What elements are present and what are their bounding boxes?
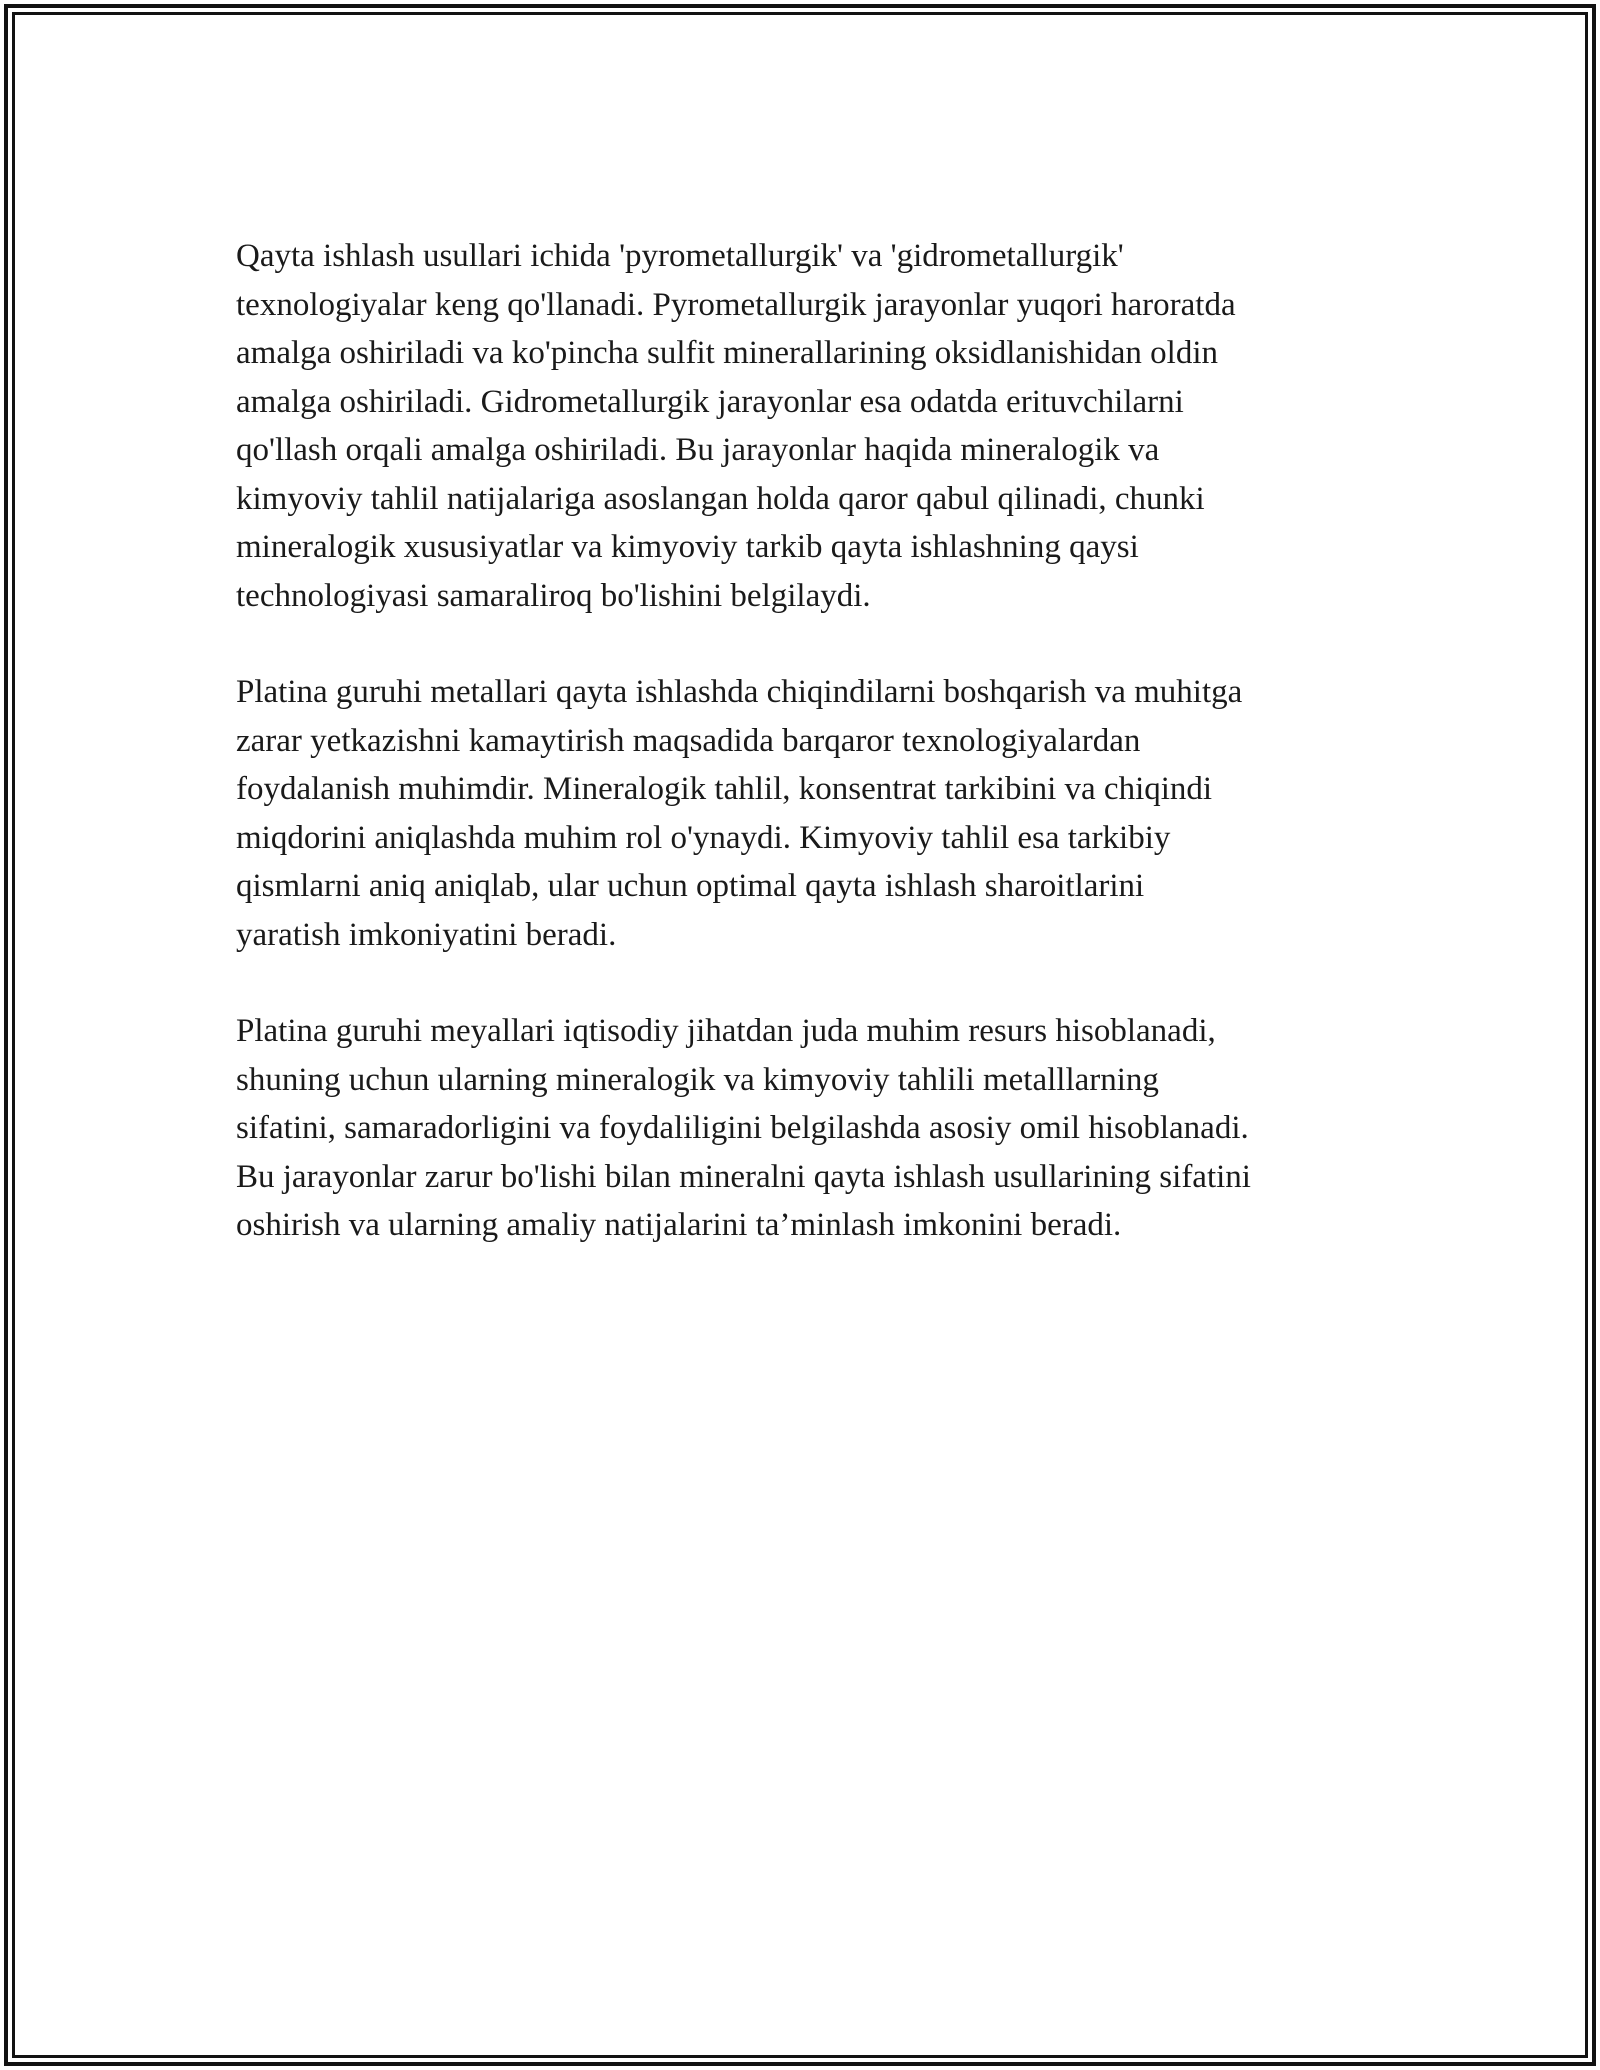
paragraph-line: amalga oshiriladi. Gidrometallurgik jarayonlar esa odatda erituvchilarni (236, 383, 1184, 420)
paragraph-line: zarar yetkazishni kamaytirish maqsadida barqaror texnologiyalardan (236, 722, 1141, 759)
paragraph-line: foydalanish muhimdir. Mineralogik tahlil, konsentrat tarkibini va chiqindi (236, 771, 1213, 807)
paragraph-line: technologiyasi samaraliroq bo'lishini belgilaydi. (236, 577, 871, 614)
paragraph-3 (236, 1007, 1376, 1250)
paragraph-line: Bu jarayonlar zarur bo'lishi bilan mineralni qayta ishlash usullarining sifatini (236, 1158, 1251, 1195)
paragraph-line: yaratish imkoniyatini beradi. (236, 916, 617, 953)
paragraph-line: Platina guruhi metallari qayta ishlashda chiqindilarni boshqarish va muhitga (236, 674, 1243, 710)
paragraph-line: sifatini, samaradorligini va foydaliligini belgilashda asosiy omil hisoblanadi. (236, 1110, 1249, 1146)
paragraph-2 (236, 668, 1376, 959)
paragraph-line: oshirish va ularning amaliy natijalarini ta’minlash imkonini beradi. (236, 1207, 1122, 1243)
paragraph-line: shuning uchun ularning mineralogik va kimyoviy tahlili metalllarning (236, 1061, 1159, 1098)
paragraph-line: texnologiyalar keng qo'llanadi. Pyrometallurgik jarayonlar yuqori haroratda (236, 286, 1236, 323)
paragraph-line: qismlarni aniq aniqlab, ular uchun optimal qayta ishlash sharoitlarini (236, 868, 1145, 904)
paragraph-1 (236, 232, 1376, 620)
paragraph-line: qo'llash orqali amalga oshiriladi. Bu jarayonlar haqida mineralogik va (236, 432, 1160, 468)
paragraph-line: Qayta ishlash usullari ichida 'pyrometallurgik' va 'gidrometallurgik' (236, 238, 1124, 274)
paragraph-line: amalga oshiriladi va ko'pincha sulfit minerallarining oksidlanishidan oldin (236, 335, 1218, 371)
paragraph-line: Platina guruhi meyallari iqtisodiy jihatdan juda muhim resurs hisoblanadi, (236, 1013, 1216, 1049)
document-body (236, 232, 1376, 1298)
paragraph-line: kimyoviy tahlil natijalariga asoslangan holda qaror qabul qilinadi, chunki (236, 480, 1205, 517)
paragraph-line: miqdorini aniqlashda muhim rol o'ynaydi. Kimyoviy tahlil esa tarkibiy (236, 819, 1171, 856)
paragraph-line: mineralogik xususiyatlar va kimyoviy tarkib qayta ishlashning qaysi (236, 529, 1139, 565)
